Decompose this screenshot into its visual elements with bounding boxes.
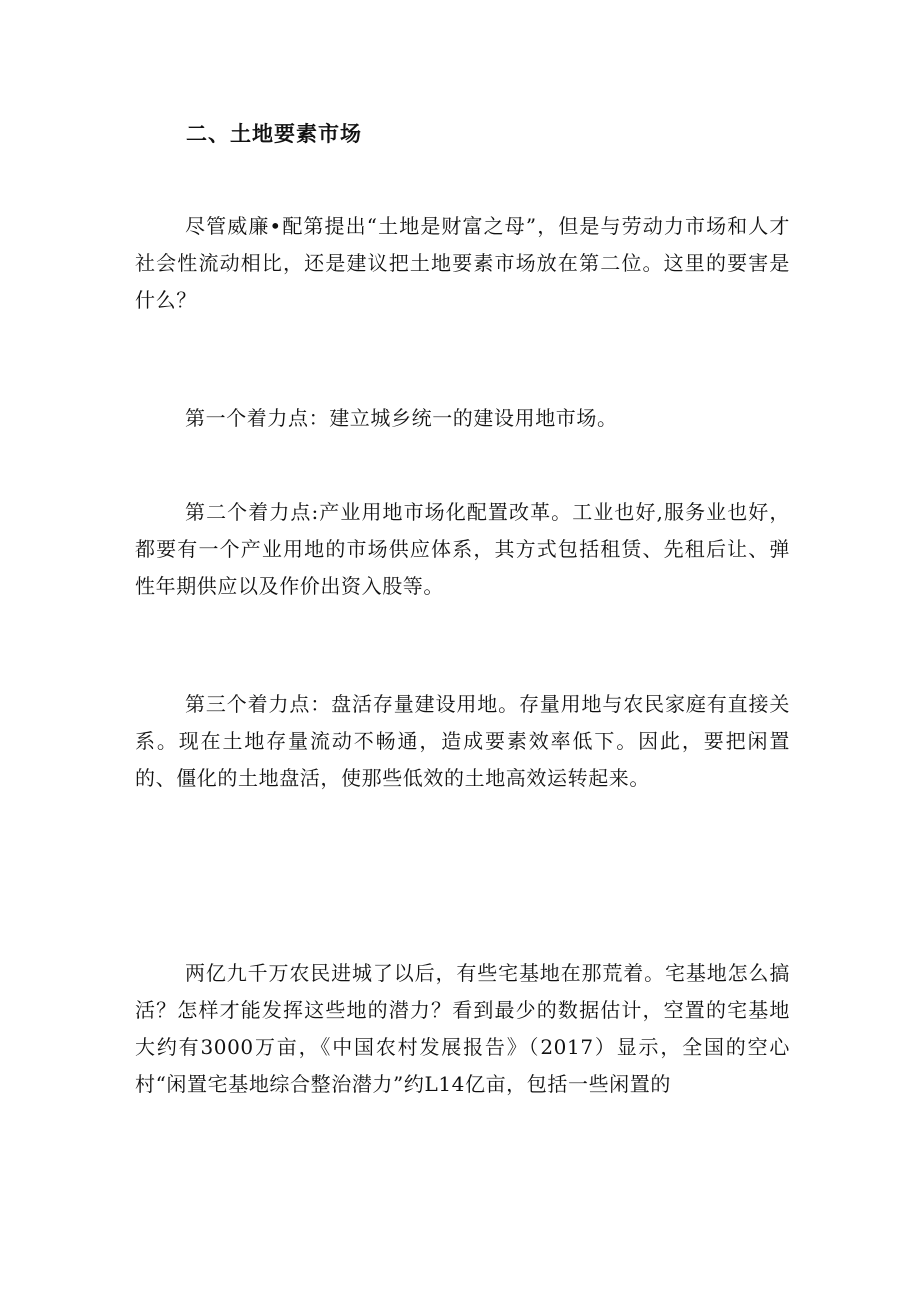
paragraph-focus-point-3: 第三个着力点：盘活存量建设用地。存量用地与农民家庭有直接关系。现在土地存量流动不畅通，造成要素效率低下。因此，要把闲置的、僵化的土地盘活，使那些低效的土地高效运转起来。 [135, 692, 790, 790]
paragraph-focus-point-1: 第一个着力点：建立城乡统一的建设用地市场。 [185, 406, 618, 430]
paragraph-intro: 尽管威廉•配第提出“土地是财富之母”，但是与劳动力市场和人才社会性流动相比，还是建议把土地要素市场放在第二位。这里的要害是什么？ [135, 214, 790, 312]
paragraph-homestead: 两亿九千万农民进城了以后，有些宅基地在那荒着。宅基地怎么搞活？怎样才能发挥这些地的潜力？看到最少的数据估计，空置的宅基地大约有3000万亩，《中国农村发展报告》（2017）显示，全国的空心村“闲置宅基地综合整治潜力”约L14亿亩，包括一些闲置的 [135, 961, 790, 1096]
paragraph-focus-point-2: 第二个着力点:产业用地市场化配置改革。工业也好,服务业也好，都要有一个产业用地的市场供应体系，其方式包括租赁、先租后让、弹性年期供应以及作价出资入股等。 [135, 500, 790, 598]
section-heading: 二、土地要素市场 [186, 121, 362, 146]
